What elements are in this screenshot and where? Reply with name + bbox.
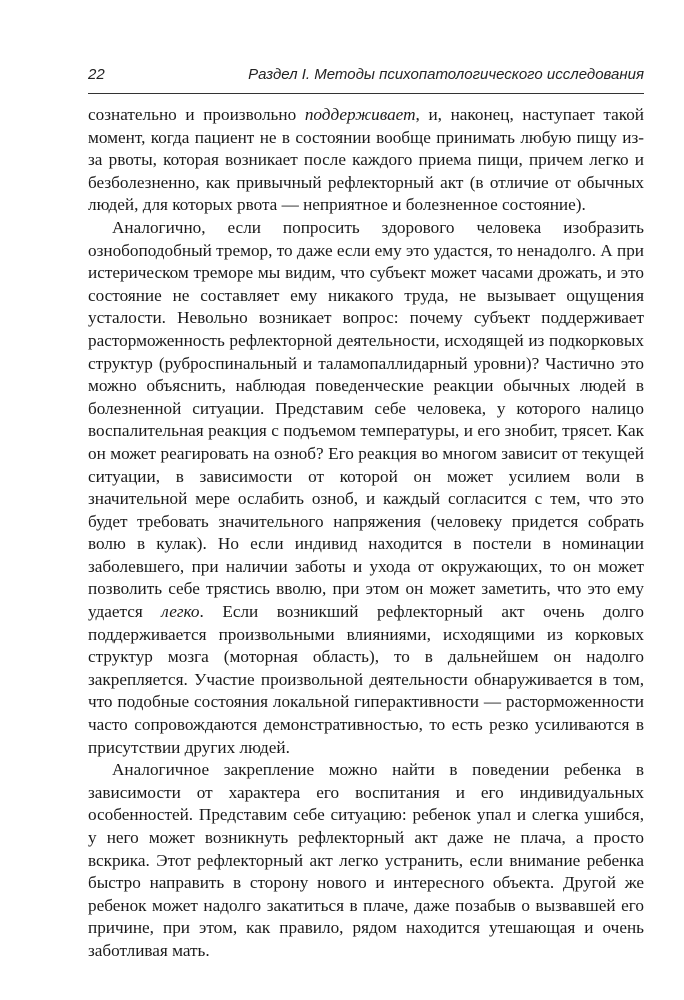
paragraph-3 bbox=[88, 759, 644, 962]
paragraph-1 bbox=[88, 104, 644, 217]
paragraph-text: Аналогично, если попросить здорового человека изобразить ознобоподобный тремор, то даже если ему это удастся, то ненадолго. А при истерическом треморе мы видим, что субъект может часами дрожать, и это состояние не составляет ему никакого труда, не вызывает ощущения усталости. Невольно возникает вопрос: почему субъект поддерживает расторможенность рефлекторной деятельности, исходящей из подкорковых структур (руброспинальный и таламопаллидарный уровни)? Частично это можно объяснить, наблюдая поведенческие реакции обычных людей в болезненной ситуации. Представим себе человека, у которого налицо воспалительная реакция с подъемом температуры, и его знобит, трясет. Как он может реагировать на озноб? Его реакция во многом зависит от текущей ситуации, в зависимости от которой он может усилием воли в значительной мере ослабить озноб, и каждый согласится с тем, что это будет требовать значительного напряжения (человеку придется собрать волю в кулак). Но если индивид находится в постели в номинации заболевшего, при наличии заботы и ухода от окружающих, то он может позволить себе трястись вволю, при этом он может заметить, что это ему удается bbox=[88, 217, 644, 622]
running-title: Раздел I. Методы психопатологического исследования bbox=[248, 66, 644, 83]
paragraph-text: сознательно и произвольно bbox=[88, 105, 305, 124]
paragraph-2 bbox=[88, 217, 644, 759]
header-rule bbox=[88, 93, 644, 94]
emphasis-text: легко bbox=[161, 602, 200, 622]
paragraph-text: Аналогичное закрепление можно найти в поведении ребенка в зависимости от характера его воспитания и его индивидуальных особенностей. Представим себе ситуацию: ребенок упал и слегка ушибся, у него может возникнуть рефлекторный акт даже не плача, а просто вскрика. Этот рефлекторный акт легко устранить, если внимание ребенка быстро направить в сторону нового и интересного объекта. Другой же ребенок может надолго закатиться в плаче, даже позабыв о вызвавшей его причине, при этом, как правило, рядом находится утешающая и очень заботливая мать. bbox=[88, 760, 644, 960]
paragraph-text: , и, наконец, наступает такой момент, когда пациент не в состоянии вообще принимать любую пищу из-за рвоты, которая возникает после каждого приема пищи, причем легко и безболезненно, как привычный рефлекторный акт (в отличие от обычных людей, для которых рвота — неприятное и болезненное состояние). bbox=[88, 105, 644, 215]
emphasis-text: поддерживает bbox=[304, 105, 416, 124]
page-number: 22 bbox=[88, 66, 105, 83]
page-header bbox=[88, 66, 644, 90]
paragraph-text: . Если возникший рефлекторный акт очень долго поддерживается произвольными влияниями, исходящими из корковых структур мозга (моторная область), то в дальнейшем он надолго закрепляется. Участие произвольной деятельности обнаруживается в том, что подобные состояния локальной гиперактивности — расторможенности часто сопровождаются демонстративностью, то есть резко усиливаются в присутствии других людей. bbox=[88, 602, 644, 757]
page-body bbox=[88, 104, 644, 963]
